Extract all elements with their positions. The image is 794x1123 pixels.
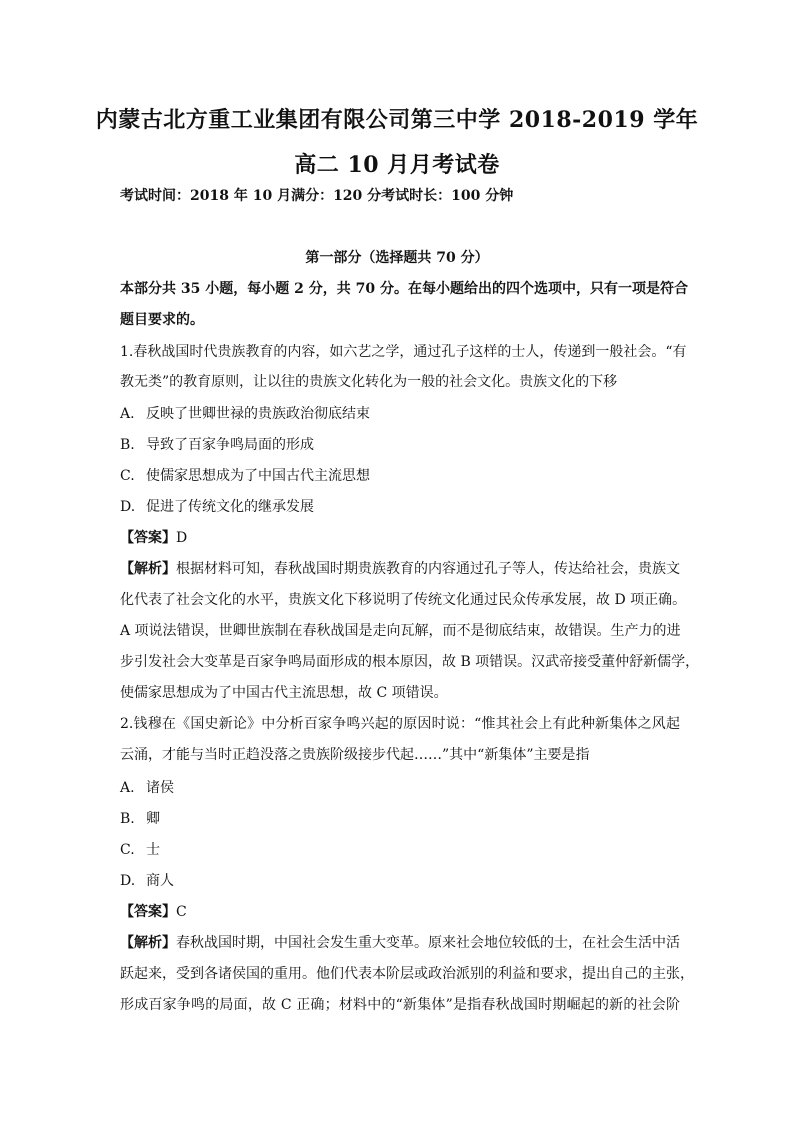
exam-info: 考试时间：2018 年 10 月满分：120 分考试时长：100 分钟 <box>120 188 514 204</box>
answer-label: 【答案】 <box>120 530 176 546</box>
analysis-label: 【解析】 <box>120 561 176 577</box>
q2-option-c <box>120 840 680 860</box>
option-text: 导致了百家争鸣局面的形成 <box>146 437 314 453</box>
q1-analysis-line-2: 化代表了社会文化的水平，贵族文化下移说明了传统文化通过民众传承发展，故 D 项正确。 <box>120 592 687 608</box>
answer-label: 【答案】 <box>120 904 176 920</box>
option-letter: A. <box>120 406 135 422</box>
analysis-text: 根据材料可知，春秋战国时期贵族教育的内容通过孔子等人，传达给社会，贵族文 <box>176 561 680 577</box>
q1-answer <box>120 528 680 548</box>
option-text: 促进了传统文化的继承发展 <box>146 499 314 515</box>
q1-analysis-line-4: 步引发社会大变革是百家争鸣局面形成的根本原因，故 B 项错误。汉武帝接受董仲舒新儒学， <box>120 654 700 670</box>
q1-option-a <box>120 404 680 424</box>
option-text: 商人 <box>146 873 174 889</box>
option-text: 士 <box>146 842 160 858</box>
q1-stem-line-2: 教无类”的教育原则，让以往的贵族文化转化为一般的社会文化。贵族文化的下移 <box>120 374 618 390</box>
answer-value: C <box>176 904 187 920</box>
option-text: 卿 <box>146 811 160 827</box>
q2-option-d <box>120 871 680 891</box>
exam-title-line-1: 内蒙古北方重工业集团有限公司第三中学 2018-2019 学年 <box>95 107 699 133</box>
answer-value: D <box>176 530 188 546</box>
q2-analysis-line-1 <box>120 933 680 953</box>
analysis-text: 春秋战国时期，中国社会发生重大变革。原来社会地位较低的士，在社会生活中活 <box>176 935 680 951</box>
q2-stem-line-1: 2.钱穆在《国史新论》中分析百家争鸣兴起的原因时说：“惟其社会上有此种新集体之风起 <box>120 716 680 732</box>
section-instructions-line-2: 题目要求的。 <box>120 312 204 328</box>
option-letter: D. <box>120 499 136 515</box>
q2-analysis-line-2: 跃起来，受到各诸侯国的重用。他们代表本阶层或政治派别的利益和要求，提出自己的主张， <box>120 966 694 982</box>
q1-analysis-line-3: A 项说法错误，世卿世族制在春秋战国是走向瓦解，而不是彻底结束，故错误。生产力的进 <box>120 623 681 639</box>
q1-option-b <box>120 435 680 455</box>
analysis-label: 【解析】 <box>120 935 176 951</box>
exam-title-line-2: 高二 10 月月考试卷 <box>294 152 500 178</box>
option-letter: C. <box>120 468 135 484</box>
section-title: 第一部分（选择题共 70 分） <box>305 250 489 266</box>
q1-option-c <box>120 466 680 486</box>
q2-option-a <box>120 778 680 798</box>
option-letter: C. <box>120 842 135 858</box>
q1-analysis-line-5: 使儒家思想成为了中国古代主流思想，故 C 项错误。 <box>120 685 448 701</box>
q2-analysis-line-3: 形成百家争鸣的局面，故 C 正确；材料中的“新集体”是指春秋战国时期崛起的新的社会阶 <box>120 997 680 1013</box>
q1-analysis-line-1 <box>120 559 680 579</box>
section-instructions-line-1: 本部分共 35 小题，每小题 2 分，共 70 分。在每小题给出的四个选项中，只有一项是符合 <box>120 281 688 297</box>
option-letter: B. <box>120 811 135 827</box>
q1-stem-line-1: 1.春秋战国时代贵族教育的内容，如六艺之学，通过孔子这样的士人，传递到一般社会。“有 <box>120 344 687 360</box>
option-text: 反映了世卿世禄的贵族政治彻底结束 <box>146 406 370 422</box>
q2-option-b <box>120 809 680 829</box>
option-letter: A. <box>120 780 135 796</box>
q2-stem-line-2: 云涌，才能与当时正趋没落之贵族阶级接步代起……”其中“新集体”主要是指 <box>120 747 590 763</box>
option-letter: D. <box>120 873 136 889</box>
q1-option-d <box>120 497 680 517</box>
option-text: 使儒家思想成为了中国古代主流思想 <box>146 468 370 484</box>
option-letter: B. <box>120 437 135 453</box>
option-text: 诸侯 <box>146 780 174 796</box>
q2-answer <box>120 902 680 922</box>
